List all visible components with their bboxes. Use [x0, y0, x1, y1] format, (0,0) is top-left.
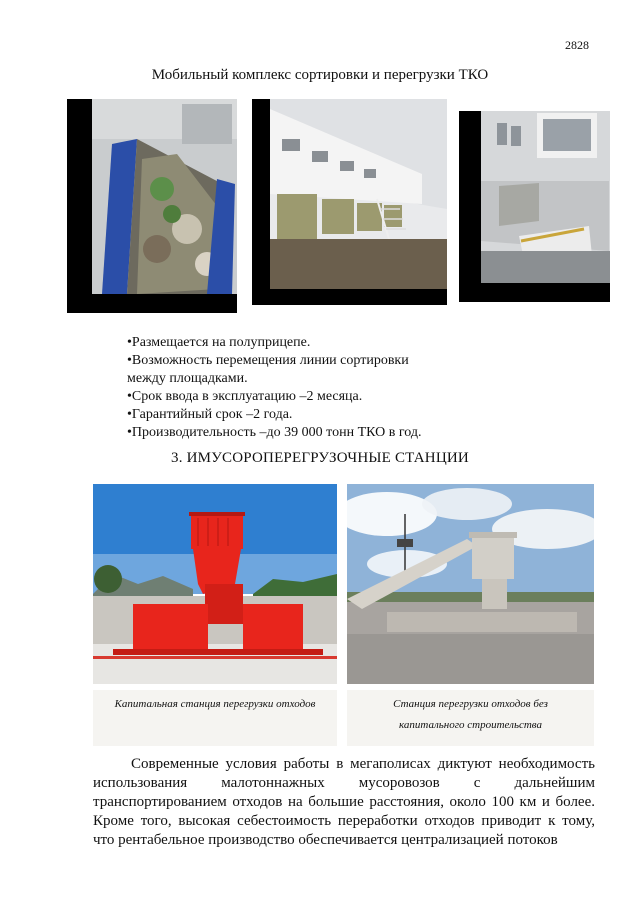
page-title: Мобильный комплекс сортировки и перегрузки ТКО: [151, 67, 489, 83]
body-paragraph: [93, 755, 595, 850]
page-number: 2828: [565, 38, 589, 52]
mobile-station-image: [347, 484, 594, 684]
caption-left-box: [93, 690, 337, 746]
bullet-relocation-cont: между площадками.: [127, 371, 248, 386]
caption-capital-station: Капитальная станция перегрузки отходов: [114, 698, 316, 710]
bullet-warranty: •Гарантийный срок –2 года.: [127, 407, 293, 422]
caption-mobile-station-line1: Станция перегрузки отходов без: [393, 698, 548, 710]
capital-station-photo: [93, 484, 337, 684]
bullet-relocation: •Возможность перемещения линии сортировки: [127, 353, 409, 368]
mobile-trailer-image: [252, 99, 447, 305]
feature-list: [127, 334, 421, 442]
bullet-semitrailer: •Размещается на полуприцепе.: [127, 335, 311, 350]
trailer-windows-photo: [459, 111, 610, 302]
body-text: Современные условия работы в мегаполисах диктуют необходимость использования малотоннажных мусоровозов с дальнейшим транспортированием отходов на большие расстояния, около 100 км и более. Кроме того, высокая себестоимость переработки отходов приводит к тому, что рентабельное производство обеспечивается централизацией потоков: [93, 756, 595, 848]
mobile-station-photo: [347, 484, 594, 684]
capital-station-image: [93, 484, 337, 684]
caption-mobile-station-line2: капитального строительства: [399, 719, 542, 731]
bullet-capacity: •Производительность –до 39 000 тонн ТКО в год.: [127, 425, 422, 440]
mobile-trailer-photo: [252, 99, 447, 305]
sorting-conveyor-image: [67, 99, 237, 313]
trailer-windows-image: [459, 111, 610, 302]
bullet-commissioning: •Срок ввода в эксплуатацию –2 месяца.: [127, 389, 363, 404]
section-heading: 3. ИМУСОРОПЕРЕГРУЗОЧНЫЕ СТАНЦИИ: [171, 450, 469, 466]
caption-right-box: [347, 690, 594, 746]
sorting-conveyor-photo: [67, 99, 237, 313]
